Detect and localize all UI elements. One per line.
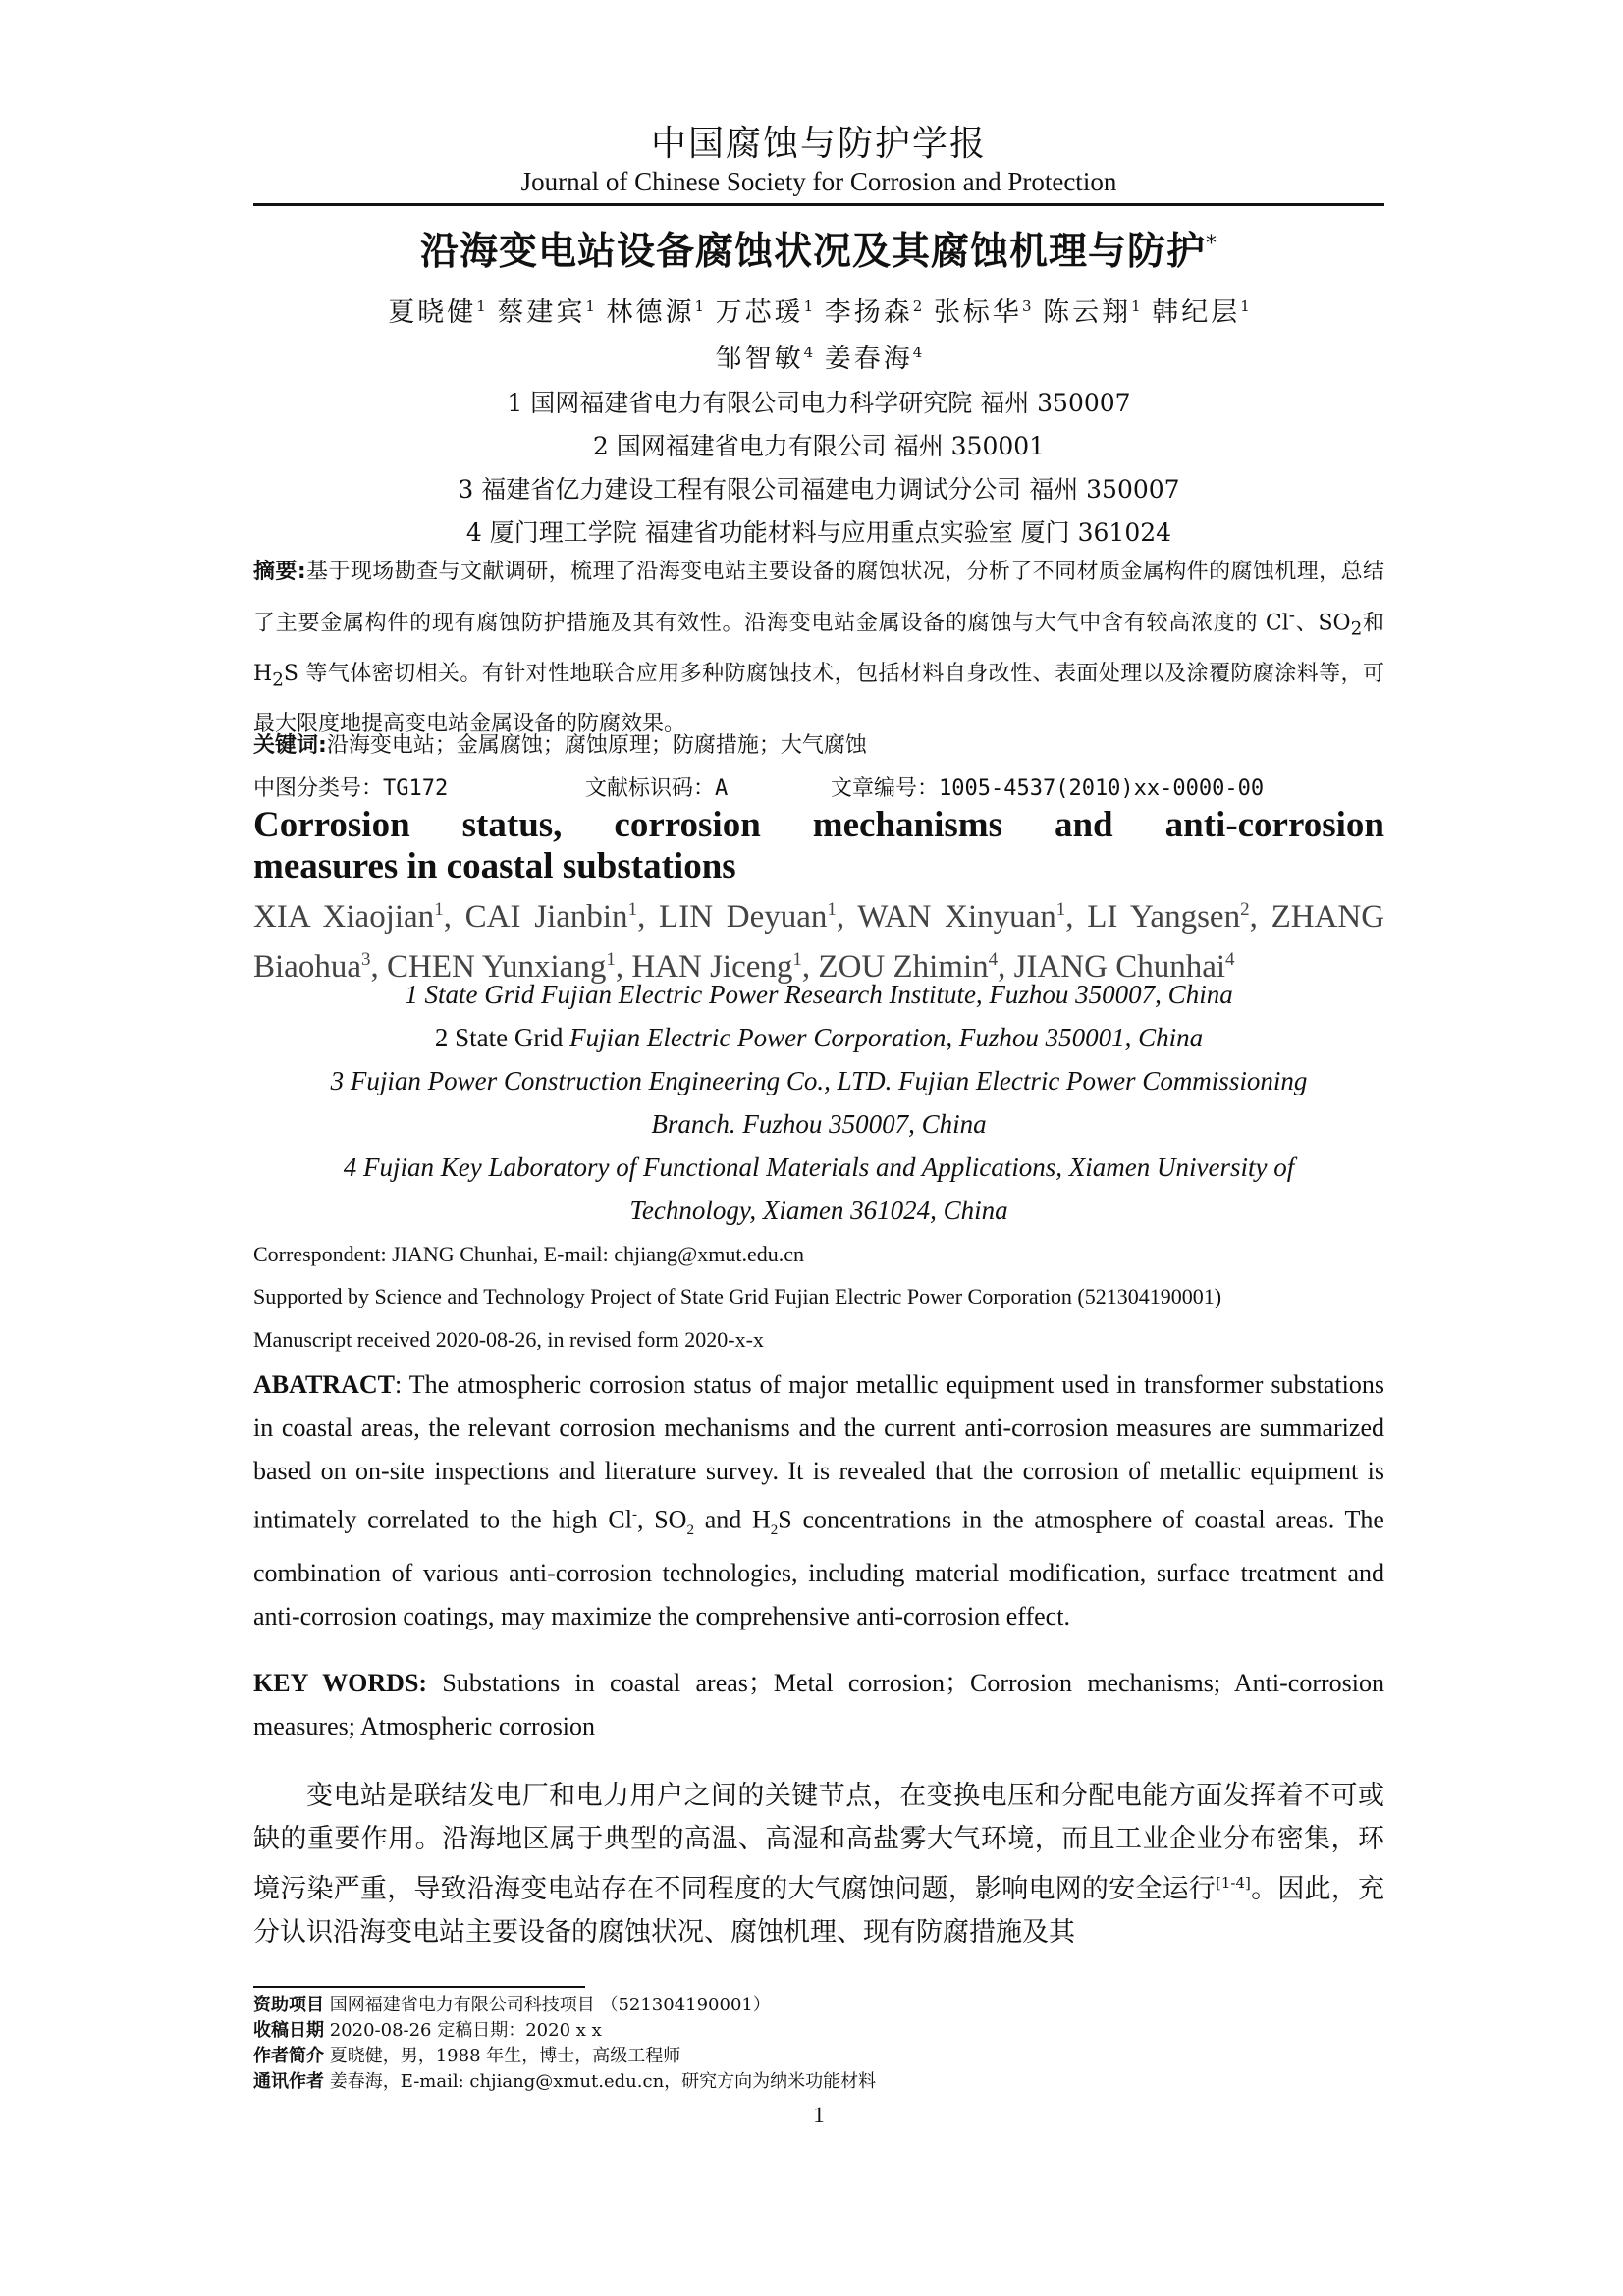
citation[interactable]: [1-4] [1216, 1874, 1251, 1892]
author-en: CAI Jianbin$^1$ [464, 899, 638, 934]
clc-number: 中图分类号：TG172 [253, 776, 449, 801]
correspondent: Correspondent: JIANG Chunhai, E-mail: chjiang@xmut.edu.cn [253, 1242, 804, 1266]
author-cn: 邹智敏$^4$ [715, 344, 814, 374]
funding-note: Supported by Science and Technology Project of State Grid Fujian Electric Power Corporation (521304190001) [253, 1284, 1222, 1308]
article-title-cn [253, 221, 1384, 276]
author-en: XIA Xiaojian$^1$ [253, 899, 444, 934]
authors-cn-line1 [253, 291, 1384, 329]
footnote-correspondent: 通讯作者 姜春海，E-mail: chjiang@xmut.edu.cn，研究方向为纳米功能材料 [253, 2071, 877, 2092]
affiliation-en-4a: 4 Fujian Key Laboratory of Functional Materials and Applications, Xiamen University of [343, 1152, 1295, 1182]
footnote-author-bio: 作者简介 夏晓健，男，1988 年生，博士，高级工程师 [253, 2046, 681, 2066]
affiliation-cn-1: 1 国网福建省电力有限公司电力科学研究院 福州 350007 [507, 389, 1131, 417]
author-en: WAN Xinyuan$^1$ [857, 899, 1066, 934]
author-cn: 林德源$^1$ [606, 297, 705, 328]
title-en-line2: measures in coastal substations [253, 846, 736, 886]
affiliation-en-3a: 3 Fujian Power Construction Engineering Co., LTD. Fujian Electric Power Commissioning [330, 1066, 1308, 1095]
keywords-en: KEY WORDS: Substations in coastal areas；Metal corrosion；Corrosion mechanisms; Anti-corrosion measures; Atmospheric corrosion [253, 1669, 1384, 1740]
author-cn: 姜春海$^4$ [824, 344, 923, 374]
title-text: 沿海变电站设备腐蚀状况及其腐蚀机理与防护 [419, 230, 1206, 274]
page-number: 1 [813, 2103, 825, 2127]
journal-title-cn: 中国腐蚀与防护学报 [650, 124, 987, 164]
keywords-en-label: KEY WORDS: [253, 1669, 428, 1697]
author-en: ZHANG Biaohua$^3$ [253, 899, 1385, 985]
author-cn: 蔡建宾$^1$ [497, 297, 595, 328]
affiliation-cn-3: 3 福建省亿力建设工程有限公司福建电力调试分公司 福州 350007 [458, 475, 1180, 504]
authors-cn-line2 [253, 337, 1384, 375]
author-en: ZOU Zhimin$^4$ [818, 949, 999, 985]
footnote-funding: 资助项目 国网福建省电力有限公司科技项目 （521304190001） [253, 1995, 771, 2015]
manuscript-dates: Manuscript received 2020-08-26, in revised form 2020-x-x [253, 1327, 764, 1352]
author-cn: 夏晓健$^1$ [388, 297, 486, 328]
author-en: LI Yangsen$^2$ [1087, 899, 1250, 934]
article-title-en [253, 805, 1384, 887]
journal-title-en: Journal of Chinese Society for Corrosion and Protection [520, 167, 1117, 196]
keywords-cn-label: 关键词: [253, 733, 327, 758]
title-footnote-mark: * [1206, 232, 1217, 256]
keywords-cn: 关键词:沿海变电站；金属腐蚀；腐蚀原理；防腐措施；大气腐蚀 [253, 733, 867, 758]
author-cn: 万芯瑗$^1$ [715, 297, 814, 328]
author-en: CHEN Yunxiang$^1$ [386, 949, 616, 985]
author-en: JIANG Chunhai$^4$ [1013, 949, 1235, 985]
affiliation-cn-2: 2 国网福建省电力有限公司 福州 350001 [592, 432, 1046, 460]
affiliation-cn-4: 4 厦门理工学院 福建省功能材料与应用重点实验室 厦门 361024 [465, 518, 1172, 547]
title-en-line1: Corrosion status, corrosion mechanisms and anti-corrosion [253, 805, 1384, 845]
header-rule [253, 203, 1384, 206]
author-cn: 张标华$^3$ [933, 297, 1032, 328]
footnote-rule [253, 1986, 585, 1988]
doc-code: 文献标识码：A [585, 776, 729, 801]
body-paragraph: 变电站是联结发电厂和电力用户之间的关键节点，在变换电压和分配电能方面发挥着不可或缺的重要作用。沿海地区属于典型的高温、高湿和高盐雾大气环境，而且工业企业分布密集，环境污染严重，导致沿海变电站存在不同程度的大气腐蚀问题，影响电网的安全运行[1-4]。因此，充分认识沿海变电站主要设备的腐蚀状况、腐蚀机理、现有防腐措施及其 [253, 1781, 1385, 1948]
author-cn: 陈云翔$^1$ [1043, 297, 1141, 328]
abstract-cn: 摘要:基于现场勘查与文献调研，梳理了沿海变电站主要设备的腐蚀状况，分析了不同材质金属构件的腐蚀机理，总结了主要金属构件的现有腐蚀防护措施及其有效性。沿海变电站金属设备的腐蚀与大气中含有较高浓度的 Cl-、$SO_2$和 $H_2S$ 等气体密切相关。有针对性地联合应用多种防腐蚀技术，包括材料自身改性、表面处理以及涂覆防腐涂料等，可最大限度地提高变电站金属设备的防腐效果。 [253, 560, 1384, 737]
affiliation-en-3b: Branch. Fuzhou 350007, China [651, 1109, 987, 1139]
abstract-cn-label: 摘要: [253, 560, 306, 584]
author-cn: 韩纪层$^1$ [1152, 297, 1250, 328]
author-en: HAN Jiceng$^1$ [631, 949, 802, 985]
authors-en: XIA Xiaojian$^1$, CAI Jianbin$^1$, LIN Deyuan$^1$, WAN Xinyuan$^1$, LI Yangsen$^2$, ZHANG Biaohua$^3$, CHEN Yunxiang$^1$, HAN Jiceng$^1$, ZOU Zhimin$^4$, JIANG Chunhai$^4$ [253, 899, 1385, 985]
footnote-dates: 收稿日期 2020-08-26 定稿日期：2020 x x [253, 2020, 602, 2041]
footnotes [253, 1993, 1384, 2095]
affiliation-en-1: 1 State Grid Fujian Electric Power Research Institute, Fuzhou 350007, China [405, 980, 1233, 1009]
author-cn: 李扬森$^2$ [824, 297, 923, 328]
abstract-en: ABATRACT: The atmospheric corrosion status of major metallic equipment used in transformer substations in coastal areas, the relevant corrosion mechanisms and the current anti-corrosion measures are summarized based on on-site inspections and literature survey. It is revealed that the corrosion of metallic equipment is intimately correlated to the high Cl-, $SO_2$ and $H_2S$ concentrations in the atmosphere of coastal areas. The combination of various anti-corrosion technologies, including material modification, surface treatment and anti-corrosion coatings, may maximize the comprehensive anti-corrosion effect. [253, 1370, 1384, 1630]
affiliation-en-4b: Technology, Xiamen 361024, China [629, 1196, 1008, 1225]
abstract-en-label: ABATRACT [253, 1370, 395, 1399]
author-en: LIN Deyuan$^1$ [659, 899, 837, 934]
article-number: 文章编号：1005-4537(2010)xx-0000-00 [831, 776, 1265, 801]
affiliation-en-2: 2 State Grid Fujian Electric Power Corporation, Fuzhou 350001, China [434, 1023, 1204, 1052]
